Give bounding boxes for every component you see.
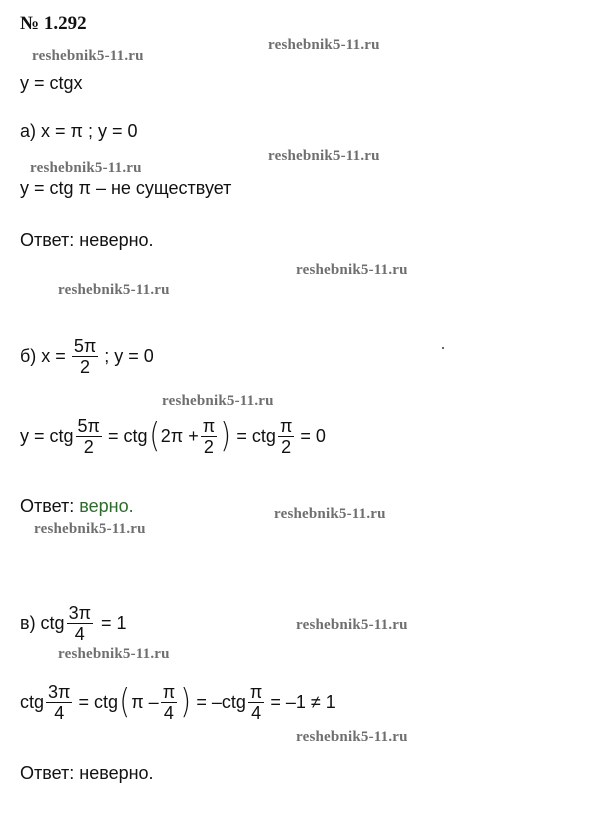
right-paren: ): [220, 416, 232, 456]
left-paren: (: [148, 416, 160, 456]
right-paren: ): [180, 682, 192, 722]
fraction: $\frac{\pi}{2}$: [279, 415, 293, 457]
part-a-solution: y = ctg π – не существует: [20, 178, 232, 198]
watermark: reshebnik5-11.ru: [296, 617, 408, 633]
part-b-cond-prefix: б) x =: [20, 346, 66, 366]
part-b-solution: y = ctg $\frac{5\pi}{2}$ = ctg ( 2π + $\frac{\pi}{2}$ ) = ctg $\frac{\pi}{2}$ = 0: [20, 415, 326, 457]
left-paren: (: [119, 682, 130, 722]
part-c-answer: Ответ: неверно.: [20, 763, 154, 783]
fraction: $\frac{3\pi}{4}$: [68, 602, 92, 644]
problem-number: № 1.292: [20, 13, 87, 34]
part-b-condition: [20, 334, 154, 378]
part-a-condition: а) x = π ; y = 0: [20, 121, 138, 141]
fraction: $\frac{\pi}{2}$: [202, 415, 216, 457]
fraction: $\frac{\pi}{4}$: [249, 681, 263, 723]
watermark: reshebnik5-11.ru: [32, 48, 144, 64]
watermark: reshebnik5-11.ru: [58, 646, 170, 662]
watermark: reshebnik5-11.ru: [58, 282, 170, 298]
watermark: reshebnik5-11.ru: [296, 262, 408, 278]
part-c-condition: в) ctg $\frac{3\pi}{4}$ = 1: [20, 602, 127, 644]
fraction: $\frac{\pi}{4}$: [162, 681, 176, 723]
watermark: reshebnik5-11.ru: [274, 506, 386, 522]
watermark: reshebnik5-11.ru: [162, 393, 274, 409]
part-b-cond-suffix: ; y = 0: [104, 346, 154, 366]
watermark: reshebnik5-11.ru: [30, 160, 142, 176]
watermark: reshebnik5-11.ru: [34, 521, 146, 537]
fraction: $\frac{5\pi}{2}$: [73, 335, 97, 377]
part-b-answer: Ответ: верно.: [20, 496, 134, 516]
watermark: reshebnik5-11.ru: [296, 729, 408, 745]
function-definition: y = ctgx: [20, 73, 83, 93]
watermark: reshebnik5-11.ru: [268, 148, 380, 164]
part-c-solution: ctg $\frac{3\pi}{4}$ = ctg ( π – $\frac{\pi}{4}$ ) = –ctg $\frac{\pi}{4}$ = –1 ≠ 1: [20, 681, 336, 723]
part-a-answer: Ответ: неверно.: [20, 230, 154, 250]
stray-dot: [442, 347, 444, 349]
fraction: $\frac{3\pi}{4}$: [48, 681, 71, 723]
fraction: $\frac{5\pi}{2}$: [77, 415, 100, 457]
watermark: reshebnik5-11.ru: [268, 37, 380, 53]
